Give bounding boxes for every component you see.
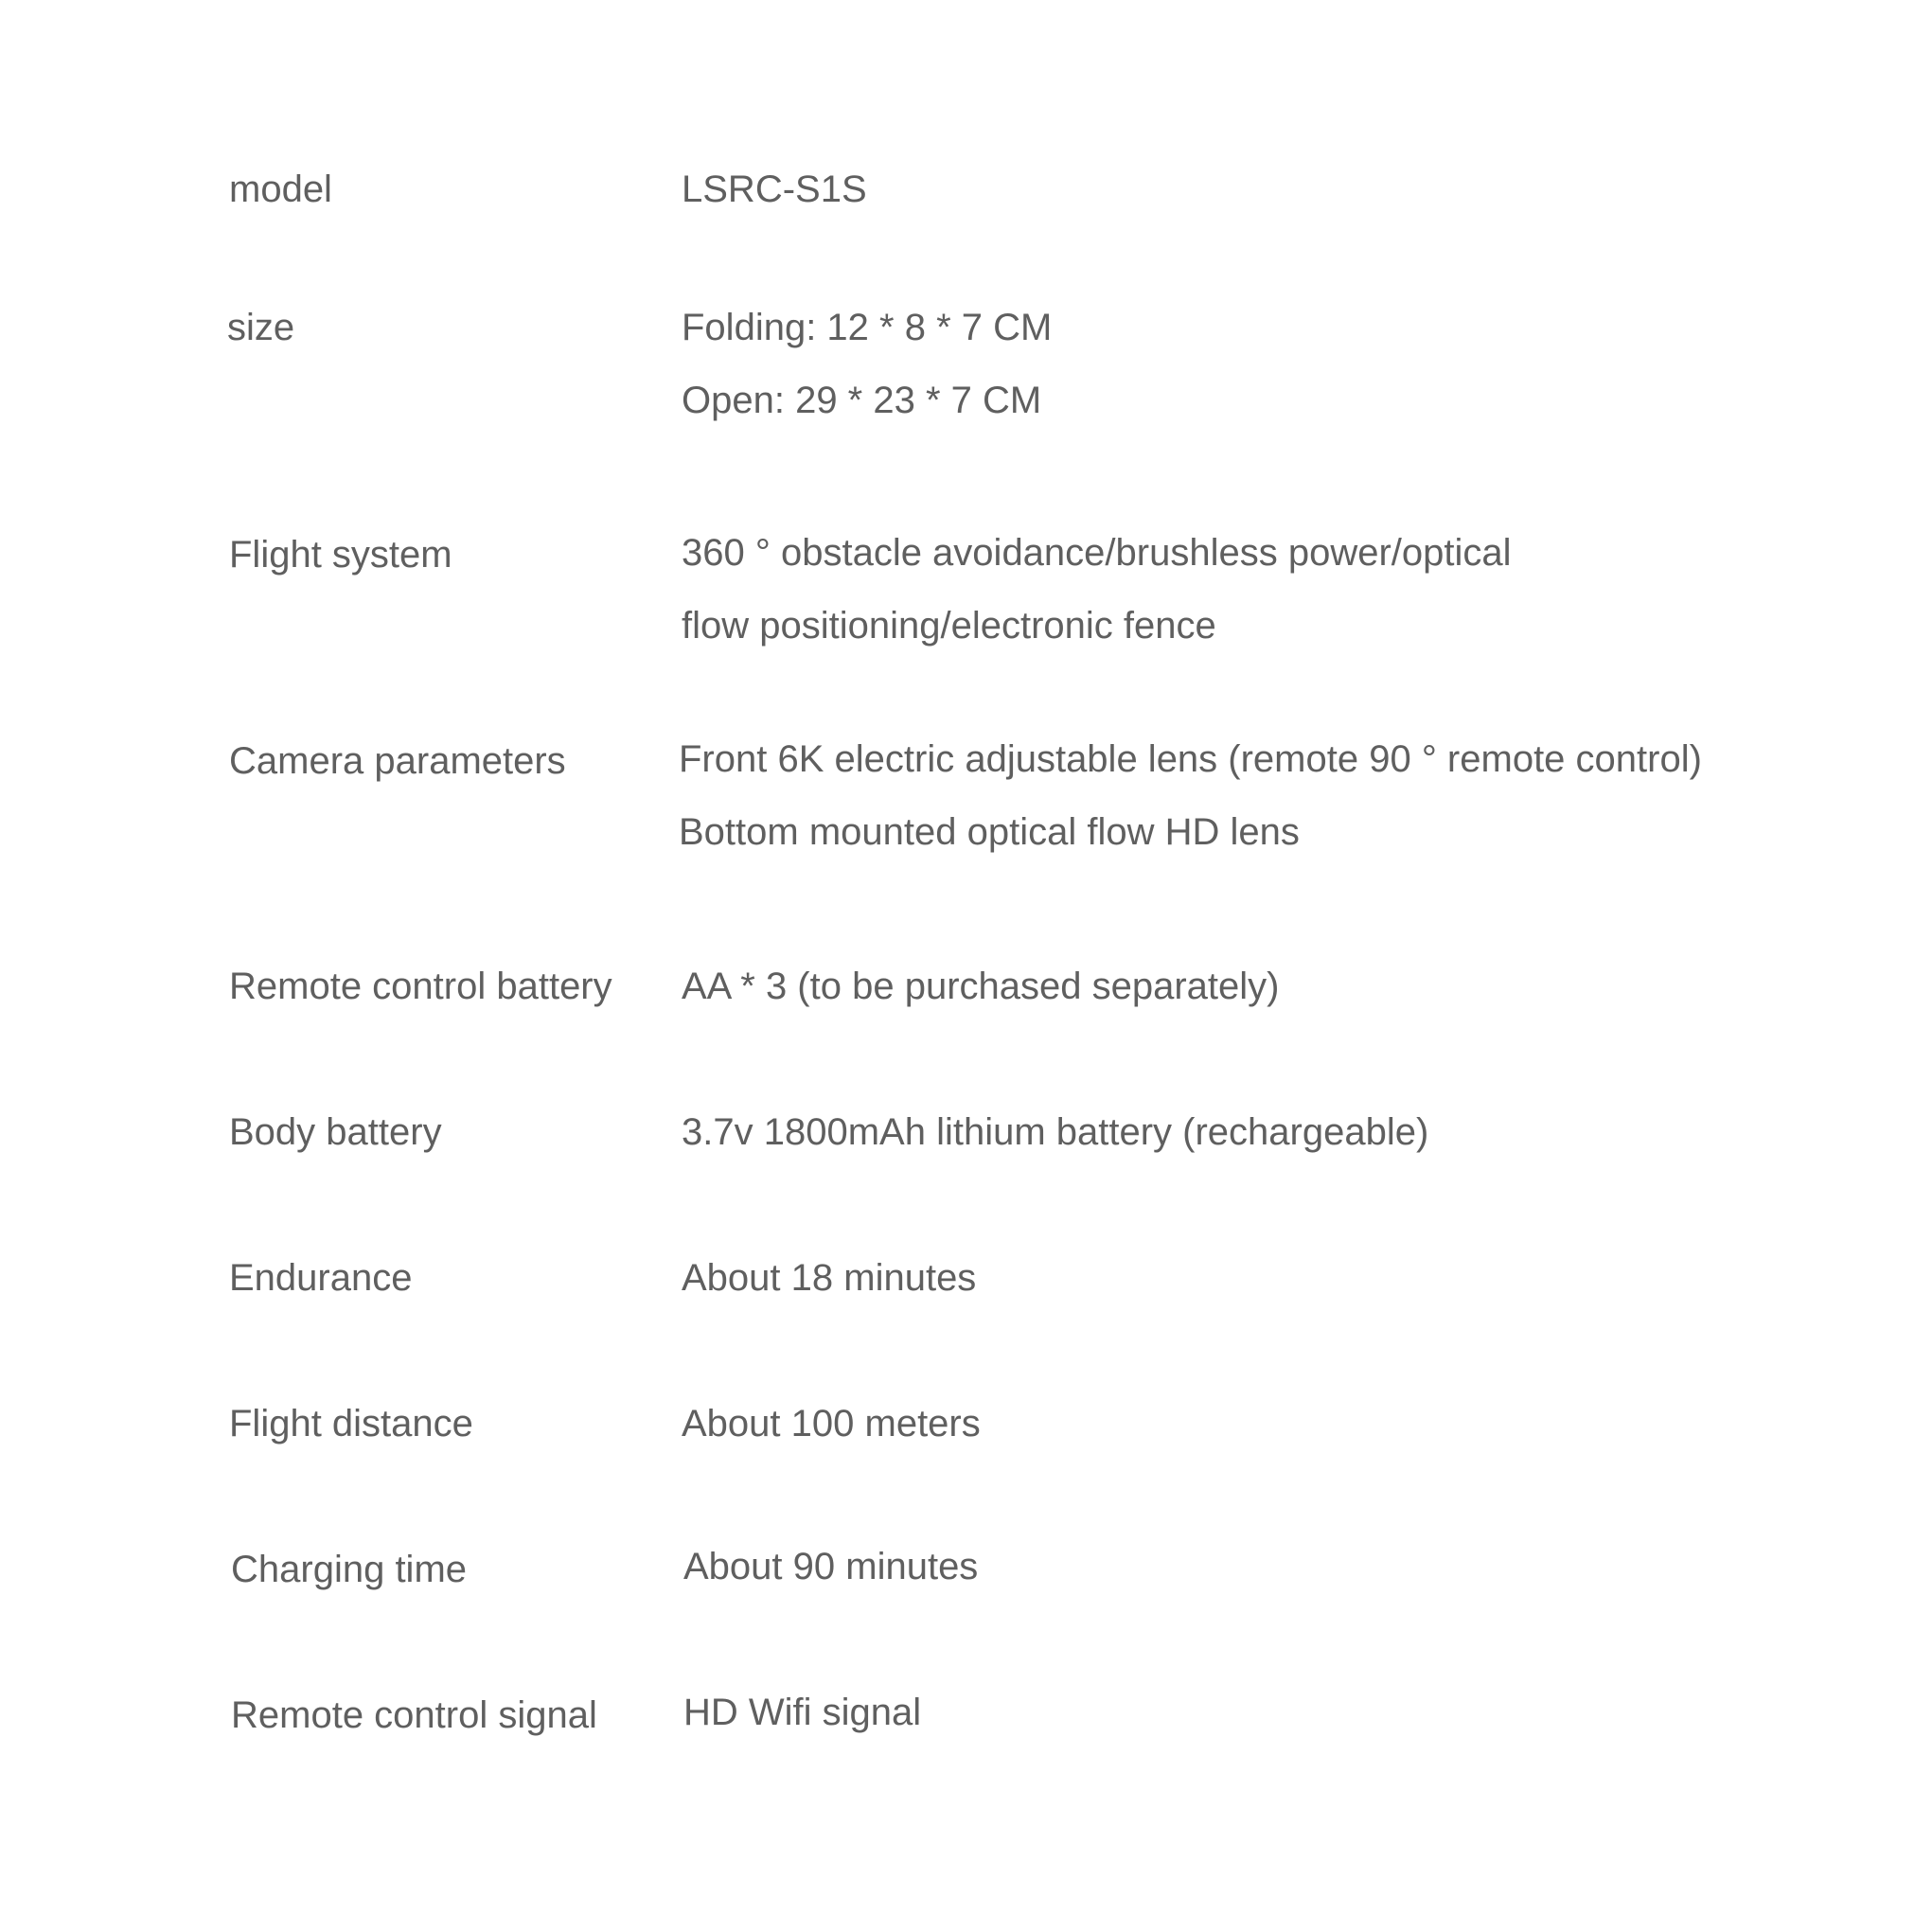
spec-label: Remote control signal (231, 1694, 597, 1736)
spec-value-line: About 90 minutes (683, 1546, 979, 1587)
spec-label: Flight distance (229, 1403, 473, 1445)
spec-label: Camera parameters (229, 740, 566, 782)
spec-value (682, 517, 1512, 663)
spec-label: Body battery (229, 1111, 442, 1153)
spec-value (682, 960, 1279, 1013)
spec-value (683, 1686, 921, 1739)
spec-value-line: flow positioning/electronic fence (682, 605, 1216, 647)
spec-value-line: LSRC-S1S (682, 168, 867, 210)
spec-value (682, 1251, 976, 1304)
spec-value-line: About 100 meters (682, 1403, 981, 1445)
spec-label: Charging time (231, 1549, 468, 1590)
spec-value (682, 163, 867, 216)
spec-value-line: HD Wifi signal (683, 1692, 922, 1733)
spec-value-line: 3.7v 1800mAh lithium battery (rechargeable) (682, 1111, 1429, 1153)
spec-label: Endurance (229, 1257, 413, 1299)
spec-label: Flight system (229, 534, 452, 576)
spec-label: Remote control battery (229, 966, 612, 1007)
spec-value (682, 1106, 1428, 1159)
spec-value (679, 723, 1702, 869)
spec-value-line: About 18 minutes (682, 1257, 977, 1299)
spec-value-line: 360 ° obstacle avoidance/brushless power/optical (682, 532, 1512, 574)
spec-value (683, 1540, 978, 1593)
spec-value-line: Open: 29 * 23 * 7 CM (682, 380, 1042, 421)
spec-label: model (229, 168, 332, 210)
spec-label: size (227, 307, 295, 348)
spec-value-line: Front 6K electric adjustable lens (remote 90 ° remote control) (679, 738, 1702, 780)
spec-value-line: AA * 3 (to be purchased separately) (682, 966, 1280, 1007)
spec-value (682, 1397, 981, 1450)
spec-value (682, 292, 1052, 437)
spec-value-line: Bottom mounted optical flow HD lens (679, 811, 1300, 853)
spec-value-line: Folding: 12 * 8 * 7 CM (682, 307, 1053, 348)
